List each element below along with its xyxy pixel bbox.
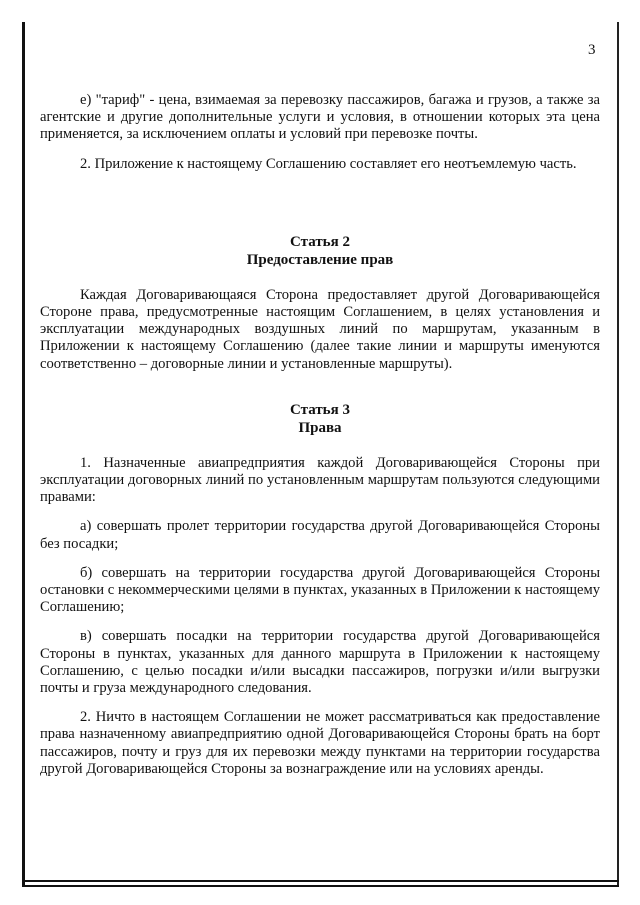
paragraph-tariff-definition: е) "тариф" - цена, взимаемая за перевозку пассажиров, багажа и грузов, а также за агентские и другие дополнительные услуги и условия, в отношении которых эта цена применяется, за исключением оплаты и условий при перевозке почты. <box>40 92 600 143</box>
article-3-number: Статья 3 <box>290 401 350 418</box>
page-border-right <box>617 22 619 885</box>
article-2-text: Каждая Договаривающаяся Сторона предоставляет другой Договаривающейся Стороне права, предусмотренные настоящим Соглашением, в целях установления и эксплуатации международных воздушных линий по маршрутам, указанным в Приложении к настоящему Соглашению (далее такие линии и маршруты именуются соответственно – договорные линии и установленные маршруты). <box>40 286 600 372</box>
page-number: 3 <box>588 42 596 58</box>
article-3-item-c: в) совершать посадки на территории государства другой Договаривающейся Стороны в пунктах, указанных для данного маршрута в Приложении к настоящему Соглашению, с целью посадки и/или высадки пассажиров, погрузки и/или выгрузки почты и груза международного следования. <box>40 628 600 697</box>
paragraph-annex: 2. Приложение к настоящему Соглашению составляет его неотъемлемую часть. <box>80 155 577 172</box>
page-border-bottom-double <box>22 885 619 887</box>
page-border-left <box>22 22 25 885</box>
article-2-title: Предоставление прав <box>246 251 394 268</box>
page-border-bottom <box>22 880 619 882</box>
article-2-number: Статья 2 <box>290 233 350 250</box>
article-3-intro: 1. Назначенные авиапредприятия каждой Договаривающейся Стороны при эксплуатации договорных линий по установленным маршрутам пользуются следующими правами: <box>40 454 600 506</box>
article-3-item-b: б) совершать на территории государства другой Договаривающейся Стороны остановки с некоммерческими целями в пунктах, указанных в Приложении к настоящему Соглашению; <box>40 564 600 616</box>
article-3-point-2: 2. Ничто в настоящем Соглашении не может рассматриваться как предоставление права назначенному авиапредприятию одной Договаривающейся Стороны брать на борт пассажиров, почту и груз для их перевозки между пунктами на территории государства другой Договаривающейся Стороны за вознаграждение или на условиях аренды. <box>40 709 600 777</box>
document-body <box>40 92 600 778</box>
article-3-title: Права <box>298 419 342 436</box>
article-3-item-a: а) совершать пролет территории государства другой Договаривающейся Стороны без посадки; <box>40 518 600 552</box>
